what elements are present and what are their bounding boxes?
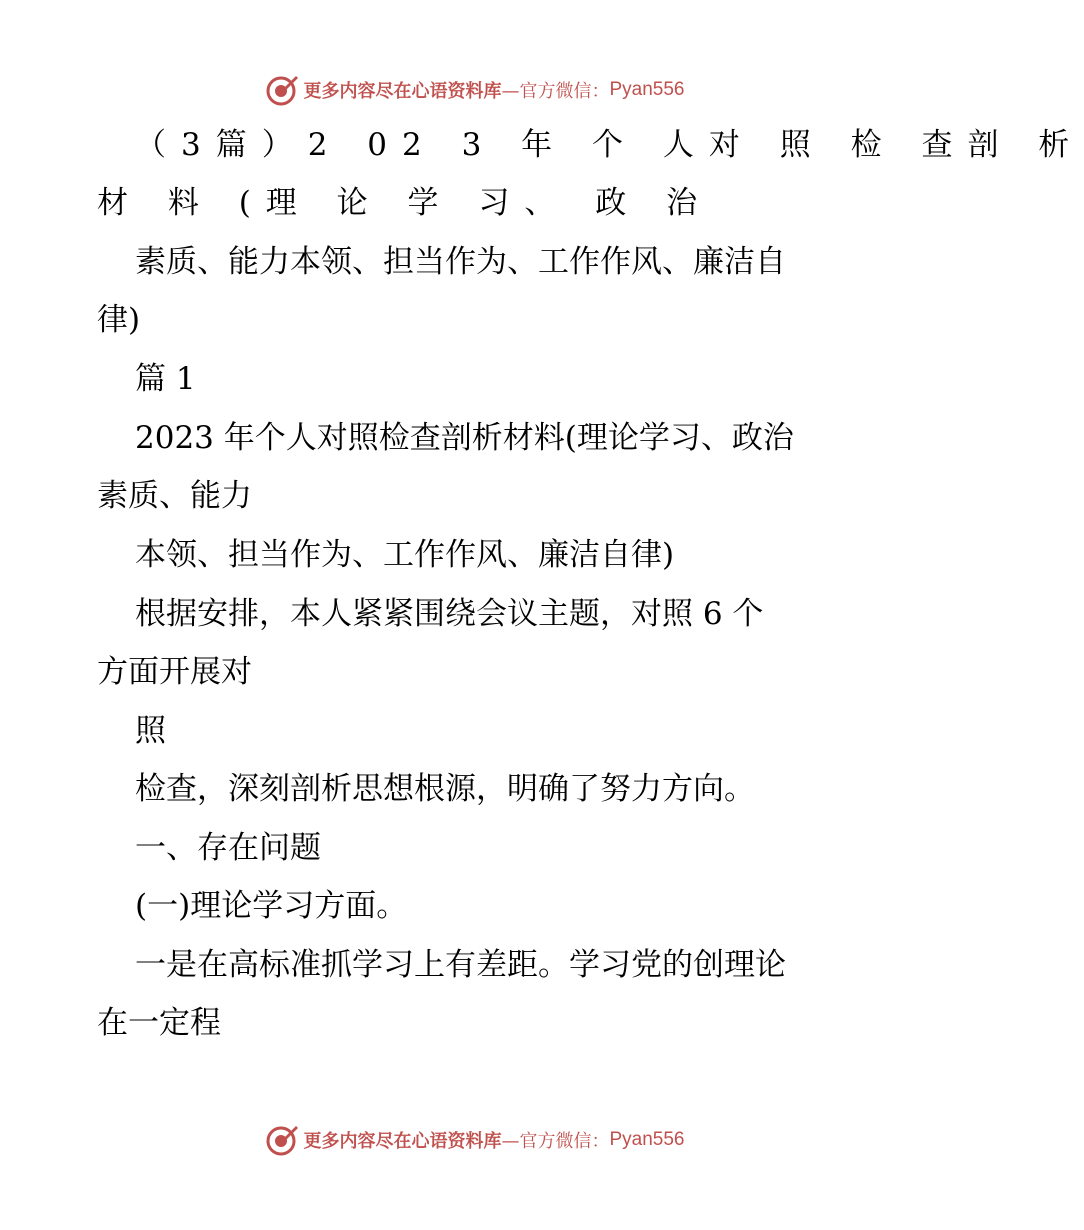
watermark-wechat-label: —官方微信： [501, 1131, 610, 1152]
watermark-text: 更多内容尽在心语资料库 [303, 1131, 502, 1152]
footer-watermark-banner [0, 1120, 950, 1160]
body-paragraph-line: 方面开展对 [97, 654, 252, 690]
brush-logo-icon [265, 1123, 299, 1157]
body-paragraph-line: 一是在高标准抓学习上有差距。学习党的创理论 [135, 947, 786, 983]
header-watermark-banner [0, 70, 950, 110]
watermark-wechat-id: Pyan556 [609, 79, 685, 100]
subtitle-line-1: 2023 年个人对照检查剖析材料(理论学习、政治 [135, 420, 794, 456]
section-heading: 篇 1 [135, 361, 196, 397]
subtitle-line-3: 本领、担当作为、工作作风、廉洁自律) [135, 537, 675, 573]
section-heading-problems: 一、存在问题 [135, 830, 321, 866]
title-line-3: 素质、能力本领、担当作为、工作作风、廉洁自 [135, 244, 786, 280]
watermark-wechat-label: —官方微信： [501, 81, 610, 102]
body-paragraph-line: 检查，深刻剖析思想根源，明确了努力方向。 [135, 771, 755, 807]
body-paragraph-line: 在一定程 [97, 1005, 221, 1041]
subtitle-line-2: 素质、能力 [97, 478, 252, 514]
watermark-text: 更多内容尽在心语资料库 [303, 81, 502, 102]
watermark-wechat-id: Pyan556 [609, 1129, 685, 1150]
brush-logo-icon [265, 73, 299, 107]
title-line-1: （3篇）2 02 3 年 个 人对 照 检 查剖 析 [135, 127, 1084, 163]
title-line-2: 材 料 (理 论 学 习、 政 治 [97, 185, 713, 221]
body-paragraph-line: 根据安排，本人紧紧围绕会议主题，对照 6 个 [135, 596, 764, 632]
title-line-4: 律) [97, 302, 141, 338]
subsection-heading: (一)理论学习方面。 [135, 888, 408, 924]
body-paragraph-line: 照 [135, 713, 166, 749]
